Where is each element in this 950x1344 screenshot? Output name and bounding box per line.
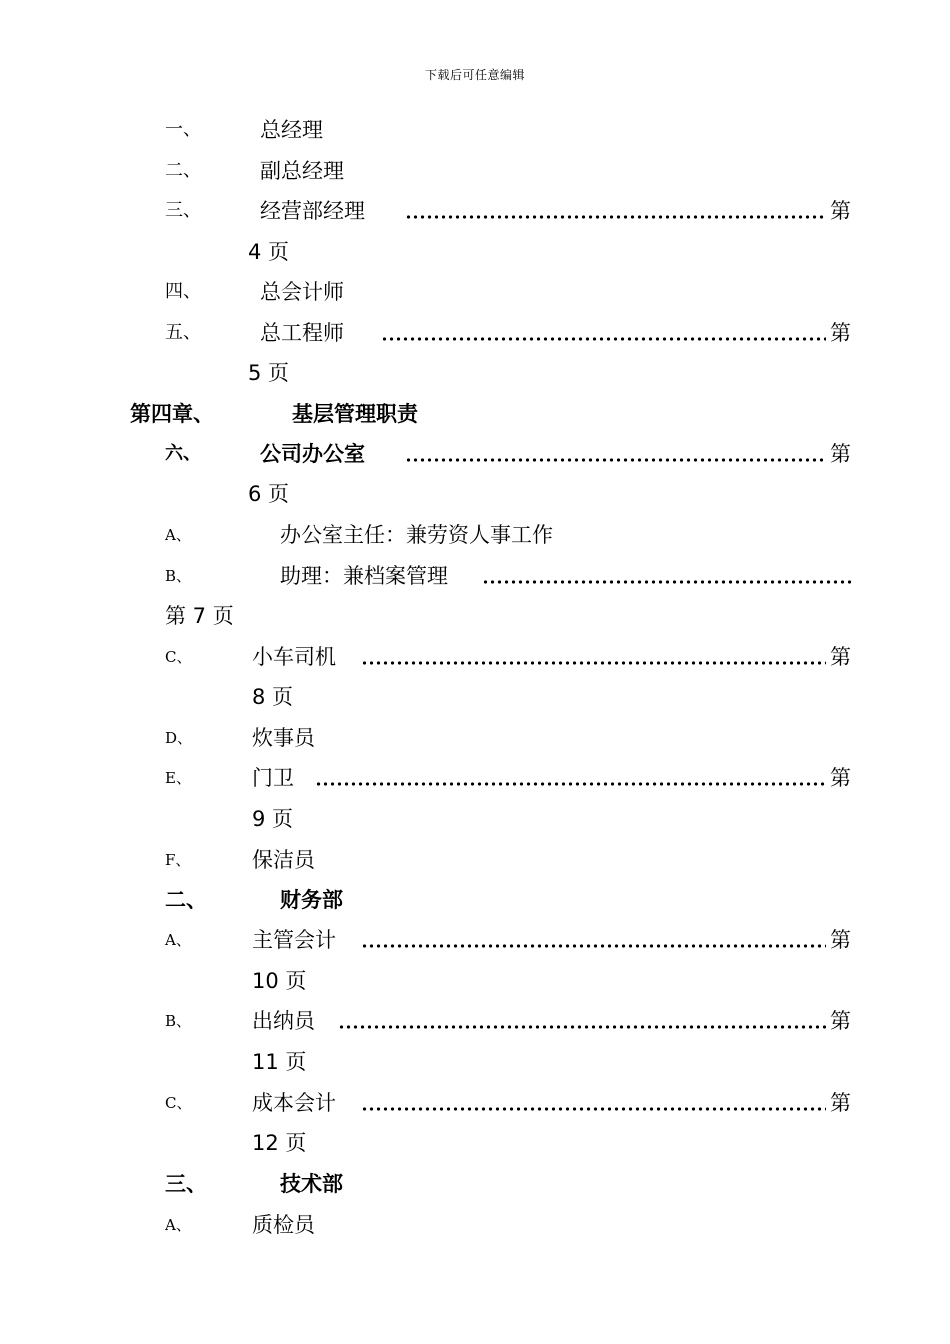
page-ref: 第 7 页 xyxy=(165,604,234,628)
toc-entry-continuation xyxy=(0,804,950,834)
toc-entry xyxy=(0,1006,950,1036)
toc-entry xyxy=(0,642,950,672)
toc-entry-title: 质检员 xyxy=(252,1213,315,1237)
toc-entry xyxy=(0,399,950,429)
toc-entry xyxy=(0,156,950,186)
toc-entry-continuation xyxy=(0,358,950,388)
dot-leader xyxy=(405,215,826,219)
toc-entry-title: 公司办公室 xyxy=(260,442,365,466)
toc-entry xyxy=(0,318,950,348)
toc-entry-number: 六、 xyxy=(165,443,201,464)
page-ref: 5 页 xyxy=(248,361,290,385)
page-ref-prefix: 第 xyxy=(830,1091,851,1115)
toc-entry-continuation xyxy=(0,1047,950,1077)
toc-entry-continuation xyxy=(0,237,950,267)
toc-entry-title: 出纳员 xyxy=(252,1009,315,1033)
page-ref: 9 页 xyxy=(252,807,294,831)
toc-entry xyxy=(0,277,950,307)
toc-entry xyxy=(0,561,950,591)
toc-entry-title: 炊事员 xyxy=(252,726,315,750)
toc-entry-number: 一、 xyxy=(165,119,201,140)
toc-entry-number: 三、 xyxy=(165,1172,207,1196)
page-ref-prefix: 第 xyxy=(830,442,851,466)
page-ref-prefix: 第 xyxy=(830,321,851,345)
toc-entry xyxy=(0,925,950,955)
toc-entry-continuation xyxy=(0,601,950,631)
dot-leader xyxy=(361,661,826,665)
toc-entry-title: 主管会计 xyxy=(252,928,336,952)
toc-entry xyxy=(0,439,950,469)
toc-entry-number: A、 xyxy=(165,1216,191,1234)
toc-entry-number: A、 xyxy=(165,931,191,949)
toc-entry-number: 二、 xyxy=(165,160,201,181)
toc-entry xyxy=(0,196,950,226)
page-ref: 12 页 xyxy=(252,1131,307,1155)
toc-entry-title: 总会计师 xyxy=(260,280,344,304)
toc-entry-number: C、 xyxy=(165,648,192,666)
page-ref-prefix: 第 xyxy=(830,1009,851,1033)
toc-entry-number: C、 xyxy=(165,1094,192,1112)
page-ref: 11 页 xyxy=(252,1050,307,1074)
page-ref: 6 页 xyxy=(248,482,290,506)
toc-entry-number: B、 xyxy=(165,1012,192,1030)
toc-entry-title: 基层管理职责 xyxy=(292,402,418,426)
toc-entry-title: 财务部 xyxy=(280,888,343,912)
toc-entry xyxy=(0,115,950,145)
toc-entry xyxy=(0,520,950,550)
toc-entry-title: 经营部经理 xyxy=(260,199,365,223)
dot-leader xyxy=(482,580,852,584)
toc-entry xyxy=(0,885,950,915)
toc-entry xyxy=(0,1169,950,1199)
page-ref: 10 页 xyxy=(252,969,307,993)
page-ref: 4 页 xyxy=(248,240,290,264)
page-ref-prefix: 第 xyxy=(830,766,851,790)
toc-entry xyxy=(0,723,950,753)
toc-entry-title: 保洁员 xyxy=(252,848,315,872)
toc-entry-title: 副总经理 xyxy=(260,159,344,183)
toc-entry-title: 助理：兼档案管理 xyxy=(280,564,448,588)
toc-entry-number: 二、 xyxy=(165,888,207,912)
dot-leader xyxy=(338,1025,826,1029)
dot-leader xyxy=(405,458,826,462)
toc-entry-continuation xyxy=(0,1128,950,1158)
toc-entry xyxy=(0,763,950,793)
dot-leader xyxy=(315,782,826,786)
toc-entry-number: 五、 xyxy=(165,322,201,343)
dot-leader xyxy=(381,337,826,341)
toc-entry-number: A、 xyxy=(165,526,191,544)
toc-entry-number: B、 xyxy=(165,567,192,585)
page-ref-prefix: 第 xyxy=(830,928,851,952)
toc-entry-title: 办公室主任：兼劳资人事工作 xyxy=(280,523,553,547)
toc-entry xyxy=(0,845,950,875)
toc-entry xyxy=(0,1088,950,1118)
toc-entry-number: E、 xyxy=(165,769,191,787)
toc-entry-title: 门卫 xyxy=(252,766,294,790)
toc-entry-continuation xyxy=(0,682,950,712)
dot-leader xyxy=(361,944,826,948)
page-ref-prefix: 第 xyxy=(830,645,851,669)
toc-entry-title: 技术部 xyxy=(280,1172,343,1196)
dot-leader xyxy=(361,1107,826,1111)
page-ref-prefix: 第 xyxy=(830,199,851,223)
toc-entry-number: 四、 xyxy=(165,281,201,302)
toc-entry-title: 总经理 xyxy=(260,118,323,142)
page-ref: 8 页 xyxy=(252,685,294,709)
toc-entry-continuation xyxy=(0,479,950,509)
toc-entry xyxy=(0,1210,950,1240)
toc-entry-title: 小车司机 xyxy=(252,645,336,669)
toc-entry-number: D、 xyxy=(165,729,193,747)
page-header: 下载后可任意编辑 xyxy=(424,68,525,82)
toc-entry-number: F、 xyxy=(165,851,191,869)
toc-entry-title: 成本会计 xyxy=(252,1091,336,1115)
toc-entry-title: 总工程师 xyxy=(260,321,344,345)
toc-entry-number: 第四章、 xyxy=(130,402,214,426)
toc-entry-number: 三、 xyxy=(165,200,201,221)
toc-entry-continuation xyxy=(0,966,950,996)
